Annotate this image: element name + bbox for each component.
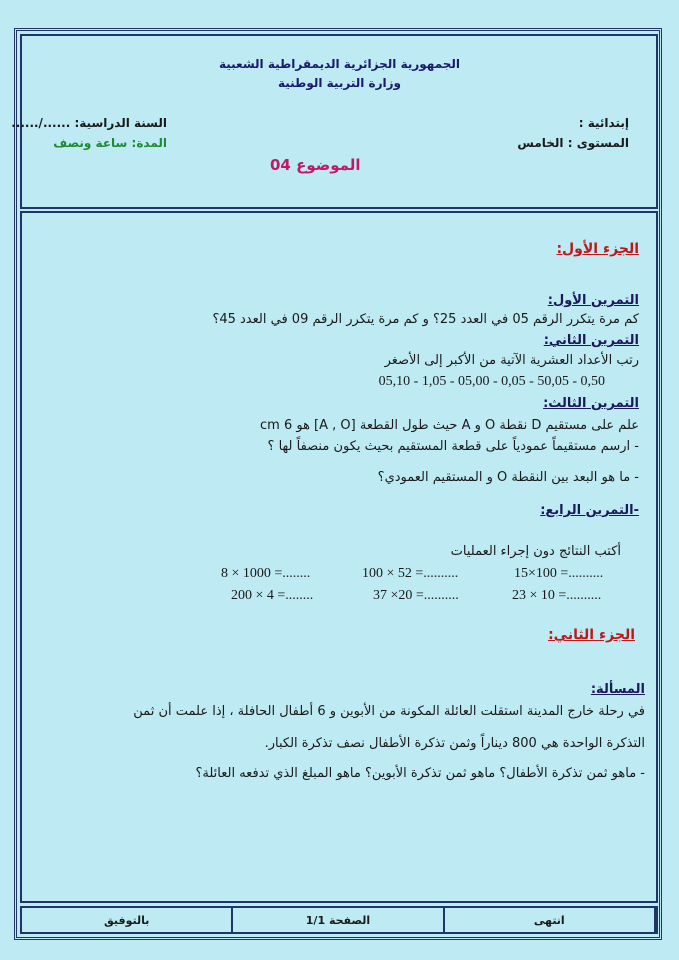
footer-page: الصفحة 1/1 (231, 908, 444, 932)
ex3-line2: - ارسم مستقيماً عمودياً على قطعة المستقيم بحيث يكون منصفاً لها ؟ (267, 439, 639, 454)
ex4-r1-c1: 15×100 =.......... (514, 566, 604, 581)
school-label: إبتدائية : (578, 116, 629, 130)
republic-title: الجمهورية الجزائرية الديمقراطية الشعبية (218, 57, 461, 71)
year-label: السنة الدراسية: ....../...... (11, 116, 167, 130)
ministry-title: وزارة التربية الوطنية (277, 76, 401, 90)
ex4-r1-c2: 100 × 52 =.......... (362, 566, 459, 581)
ex4-title: -التمرين الرابع: (540, 503, 639, 518)
footer-left: بالتوفيق (103, 913, 150, 927)
part2-title: الجزء الثاني: (548, 627, 635, 643)
ex4-r2-c1: 23 × 10 =.......... (512, 588, 602, 603)
part1-title: الجزء الأول: (556, 241, 639, 257)
ex4-r1-c3: 8 × 1000 =........ (221, 566, 311, 581)
problem-title: المسألة: (590, 682, 645, 697)
level-label: المستوى : الخامس (517, 136, 629, 150)
ex2-title: التمرين الثاني: (543, 333, 639, 348)
footer-right: انتهى (445, 908, 656, 932)
ex1-text: كم مرة يتكرر الرقم 05 في العدد 25؟ و كم مرة يتكرر الرقم 09 في العدد 45؟ (212, 312, 639, 327)
ex1-title: التمرين الأول: (547, 293, 639, 308)
ex3-line1: علم على مستقيم D نقطة O و A حيث طول القطعة [A , O] هو 6 cm (259, 418, 639, 433)
problem-line1: في رحلة خارج المدينة استقلت العائلة المكونة من الأبوين و 6 أطفال الحافلة ، إذا علمت أن ثمن (133, 704, 645, 719)
ex3-line3: - ما هو البعد بين النقطة O و المستقيم العمودي؟ (377, 470, 639, 485)
ex4-r2-c3: 200 × 4 =........ (231, 588, 314, 603)
ex2-numbers: 0,50 - 50,05 - 0,05 - 05,00 - 1,05 - 05,10 (378, 374, 605, 389)
problem-line3: - ماهو ثمن تذكرة الأطفال؟ ماهو ثمن تذكرة الأبوين؟ ماهو المبلغ الذي تدفعه العائلة؟ (195, 766, 645, 781)
duration-label: المدة: ساعة ونصف (53, 136, 167, 150)
ex3-title: التمرين الثالث: (543, 396, 639, 411)
ex2-text: رتب الأعداد العشرية الآتية من الأكبر إلى الأصغر (384, 353, 639, 368)
ex4-instruction: أكتب النتائج دون إجراء العمليات (450, 544, 621, 559)
ex4-r2-c2: 37 ×20 =.......... (373, 588, 459, 603)
subject-title: الموضوع 04 (270, 156, 361, 174)
footer (20, 906, 658, 934)
problem-line2: التذكرة الواحدة هي 800 ديناراً وثمن تذكرة الأطفال نصف تذكرة الكبار. (264, 736, 645, 751)
